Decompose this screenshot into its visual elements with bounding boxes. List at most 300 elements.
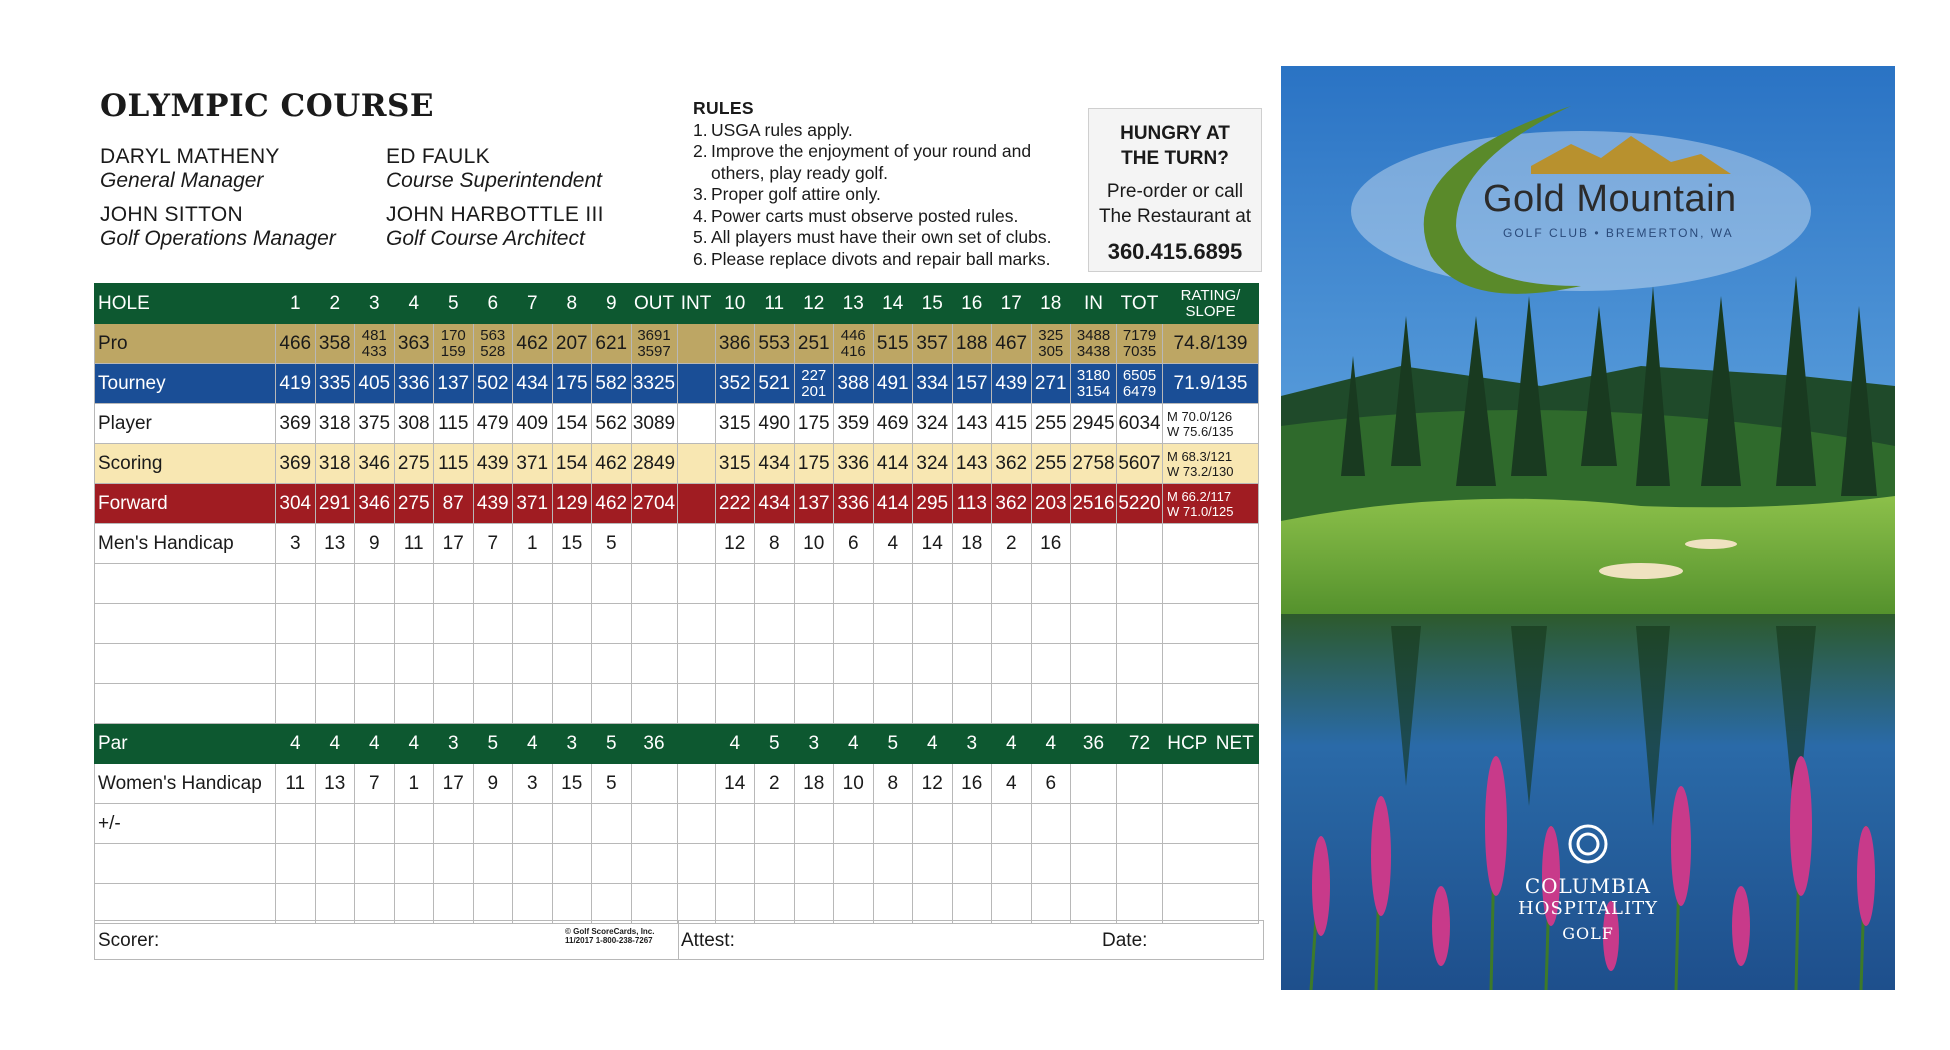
score-entry[interactable] [276, 644, 316, 684]
score-entry[interactable] [755, 844, 795, 884]
score-entry[interactable] [513, 804, 553, 844]
yardage-cell: 170 159 [434, 324, 474, 364]
score-entry[interactable] [355, 844, 395, 884]
yardage-cell: 175 [552, 364, 592, 404]
total-yardage: 6505 6479 [1117, 364, 1163, 404]
yardage-cell: 414 [873, 484, 913, 524]
rating-slope: M 68.3/121 W 73.2/130 [1163, 444, 1259, 484]
score-entry[interactable] [394, 804, 434, 844]
score-entry[interactable] [1031, 684, 1071, 724]
hcp-net-cell [1163, 524, 1259, 564]
yardage-cell: 462 [592, 484, 632, 524]
in-total: 3180 3154 [1071, 364, 1117, 404]
score-entry[interactable] [1117, 644, 1163, 684]
yardage-cell: 415 [992, 404, 1032, 444]
total-yardage: 6034 [1117, 404, 1163, 444]
yardage-cell: 113 [952, 484, 992, 524]
tourney-tee-row [95, 364, 1259, 404]
handicap-cell: 5 [592, 524, 632, 564]
score-entry[interactable] [677, 804, 715, 844]
score-entry[interactable] [715, 804, 755, 844]
score-entry[interactable] [873, 564, 913, 604]
pro-tee-row [95, 324, 1259, 364]
par-cell: 4 [913, 724, 953, 764]
score-entry[interactable] [834, 564, 874, 604]
score-entry[interactable] [473, 684, 513, 724]
hole-number: 14 [873, 284, 913, 324]
yardage-cell: 359 [834, 404, 874, 444]
score-entry[interactable] [873, 644, 913, 684]
score-entry[interactable] [631, 604, 677, 644]
hcp-net-entry[interactable] [1163, 684, 1259, 724]
handicap-cell: 9 [355, 524, 395, 564]
int-cell [677, 724, 715, 764]
score-entry[interactable] [592, 604, 632, 644]
par-cell: 4 [394, 724, 434, 764]
score-entry[interactable] [552, 684, 592, 724]
handicap-cell: 15 [552, 764, 592, 804]
score-entry[interactable] [677, 604, 715, 644]
score-entry[interactable] [592, 844, 632, 884]
score-entry[interactable] [992, 804, 1032, 844]
score-entry[interactable] [1031, 644, 1071, 684]
score-entry[interactable] [473, 644, 513, 684]
yardage-cell: 562 [592, 404, 632, 444]
hole-number: 2 [315, 284, 355, 324]
hole-label: HOLE [95, 284, 276, 324]
score-entry[interactable] [276, 604, 316, 644]
score-entry[interactable] [1031, 844, 1071, 884]
player-name-field[interactable] [95, 884, 276, 924]
hole-number: 6 [473, 284, 513, 324]
score-entry[interactable] [276, 804, 316, 844]
handicap-cell: 11 [394, 524, 434, 564]
course-title: OLYMPIC COURSE [100, 88, 435, 124]
score-entry[interactable] [394, 644, 434, 684]
score-entry[interactable] [513, 884, 553, 924]
score-entry[interactable] [1071, 804, 1117, 844]
out-total: 2704 [631, 484, 677, 524]
score-entry[interactable] [1117, 804, 1163, 844]
score-entry[interactable] [394, 604, 434, 644]
yardage-cell: 369 [276, 404, 316, 444]
hcp-net-entry[interactable] [1163, 804, 1259, 844]
score-entry[interactable] [1031, 884, 1071, 924]
score-entry[interactable] [834, 604, 874, 644]
hcp-net-entry[interactable] [1163, 564, 1259, 604]
score-entry[interactable] [992, 884, 1032, 924]
yardage-cell: 434 [755, 444, 795, 484]
score-entry[interactable] [677, 684, 715, 724]
yardage-cell: 336 [834, 444, 874, 484]
score-entry[interactable] [794, 844, 834, 884]
score-entry[interactable] [276, 884, 316, 924]
handicap-cell: 14 [715, 764, 755, 804]
score-entry[interactable] [434, 604, 474, 644]
hole-number: 13 [834, 284, 874, 324]
yardage-cell: 362 [992, 444, 1032, 484]
score-entry[interactable] [473, 564, 513, 604]
score-entry[interactable] [276, 564, 316, 604]
yardage-cell: 255 [1031, 404, 1071, 444]
hcp-net-entry[interactable] [1163, 644, 1259, 684]
score-entry[interactable] [592, 644, 632, 684]
score-entry[interactable] [276, 844, 316, 884]
score-entry[interactable] [913, 804, 953, 844]
handicap-cell: 6 [1031, 764, 1071, 804]
score-entry[interactable] [355, 564, 395, 604]
score-entry[interactable] [552, 844, 592, 884]
score-entry[interactable] [434, 684, 474, 724]
scorer-field[interactable] [94, 920, 679, 960]
score-entry[interactable] [677, 644, 715, 684]
staff-name: ED FAULK [386, 145, 490, 168]
par-row [95, 724, 1259, 764]
yardage-cell: 157 [952, 364, 992, 404]
yardage-cell: 143 [952, 404, 992, 444]
score-entry[interactable] [834, 884, 874, 924]
yardage-cell: 291 [315, 484, 355, 524]
score-entry[interactable] [434, 564, 474, 604]
yardage-cell: 434 [513, 364, 553, 404]
score-entry[interactable] [631, 844, 677, 884]
score-entry[interactable] [473, 604, 513, 644]
handicap-cell: 2 [755, 764, 795, 804]
score-entry[interactable] [1117, 884, 1163, 924]
score-entry[interactable] [513, 604, 553, 644]
score-entry[interactable] [394, 564, 434, 604]
score-entry[interactable] [513, 564, 553, 604]
score-entry[interactable] [715, 564, 755, 604]
score-entry[interactable] [473, 804, 513, 844]
score-entry[interactable] [755, 684, 795, 724]
player-score-row [95, 844, 1259, 884]
score-entry[interactable] [873, 884, 913, 924]
int-cell [677, 484, 715, 524]
player-name-field[interactable] [95, 564, 276, 604]
par-cell: 3 [952, 724, 992, 764]
score-entry[interactable] [755, 804, 795, 844]
womens-handicap-row [95, 764, 1259, 804]
score-entry[interactable] [631, 684, 677, 724]
brand-name: Gold Mountain [1483, 178, 1737, 220]
yardage-cell: 275 [394, 444, 434, 484]
score-entry[interactable] [434, 844, 474, 884]
staff-role: General Manager [100, 169, 264, 192]
score-entry[interactable] [434, 884, 474, 924]
score-entry[interactable] [794, 564, 834, 604]
int-cell [677, 364, 715, 404]
score-entry[interactable] [1117, 684, 1163, 724]
int-cell [677, 524, 715, 564]
score-entry[interactable] [1031, 564, 1071, 604]
rating-slope: M 66.2/117 W 71.0/125 [1163, 484, 1259, 524]
par-cell: 5 [755, 724, 795, 764]
score-entry[interactable] [355, 684, 395, 724]
score-entry[interactable] [473, 844, 513, 884]
score-entry[interactable] [834, 684, 874, 724]
score-entry[interactable] [952, 604, 992, 644]
out-total: 2849 [631, 444, 677, 484]
yardage-cell: 271 [1031, 364, 1071, 404]
score-entry[interactable] [952, 804, 992, 844]
player-score-row [95, 884, 1259, 924]
yardage-cell: 315 [715, 444, 755, 484]
scorecard-table [94, 283, 1259, 924]
yardage-cell: 553 [755, 324, 795, 364]
yardage-cell: 414 [873, 444, 913, 484]
score-entry[interactable] [715, 884, 755, 924]
total-yardage: 5607 [1117, 444, 1163, 484]
score-entry[interactable] [552, 884, 592, 924]
yardage-cell: 346 [355, 484, 395, 524]
hcp-label: HCP [1167, 732, 1208, 754]
player-name-field[interactable] [95, 644, 276, 684]
handicap-cell: 10 [794, 524, 834, 564]
staff-name: DARYL MATHENY [100, 145, 280, 168]
scorer-label: Scorer: [98, 930, 160, 951]
score-entry[interactable] [794, 644, 834, 684]
yardage-cell: 439 [473, 484, 513, 524]
par-cell: 4 [513, 724, 553, 764]
yardage-cell: 275 [394, 484, 434, 524]
score-entry[interactable] [755, 884, 795, 924]
score-entry[interactable] [913, 884, 953, 924]
score-entry[interactable] [473, 884, 513, 924]
yardage-cell: 175 [794, 404, 834, 444]
score-entry[interactable] [794, 604, 834, 644]
handicap-cell: 12 [913, 764, 953, 804]
yardage-cell: 115 [434, 444, 474, 484]
score-entry[interactable] [631, 564, 677, 604]
score-entry[interactable] [715, 604, 755, 644]
score-entry[interactable] [1071, 604, 1117, 644]
par-cell: 4 [355, 724, 395, 764]
score-entry[interactable] [913, 684, 953, 724]
score-entry[interactable] [315, 604, 355, 644]
out-total: 3691 3597 [631, 324, 677, 364]
score-entry[interactable] [513, 684, 553, 724]
score-entry[interactable] [276, 684, 316, 724]
score-entry[interactable] [952, 564, 992, 604]
staff-role: Golf Course Architect [386, 227, 585, 250]
score-entry[interactable] [913, 604, 953, 644]
score-entry[interactable] [394, 844, 434, 884]
score-entry[interactable] [1031, 804, 1071, 844]
handicap-cell: 16 [1031, 524, 1071, 564]
hcp-net-entry[interactable] [1163, 844, 1259, 884]
score-entry[interactable] [715, 844, 755, 884]
score-entry[interactable] [755, 644, 795, 684]
score-entry[interactable] [315, 844, 355, 884]
score-entry[interactable] [315, 804, 355, 844]
score-entry[interactable] [315, 564, 355, 604]
score-entry[interactable] [434, 804, 474, 844]
yardage-cell: 563 528 [473, 324, 513, 364]
par-cell: 5 [473, 724, 513, 764]
score-entry[interactable] [434, 644, 474, 684]
score-entry[interactable] [913, 644, 953, 684]
yardage-cell: 143 [952, 444, 992, 484]
yardage-cell: 371 [513, 444, 553, 484]
hole-number: 4 [394, 284, 434, 324]
handicap-cell: 3 [276, 524, 316, 564]
score-entry[interactable] [631, 644, 677, 684]
score-entry[interactable] [1071, 884, 1117, 924]
score-entry[interactable] [1031, 604, 1071, 644]
row-label: Men's Handicap [95, 524, 276, 564]
yardage-cell: 188 [952, 324, 992, 364]
score-entry[interactable] [992, 844, 1032, 884]
promo-phone: 360.415.6895 [1107, 239, 1243, 264]
hole-number: 12 [794, 284, 834, 324]
yardage-cell: 335 [315, 364, 355, 404]
attest-field[interactable] [678, 920, 1264, 960]
score-entry[interactable] [1071, 644, 1117, 684]
hole-number: 1 [276, 284, 316, 324]
staff-superintendent [386, 145, 602, 193]
score-entry[interactable] [1071, 684, 1117, 724]
score-entry[interactable] [315, 644, 355, 684]
score-entry[interactable] [677, 844, 715, 884]
score-entry[interactable] [834, 844, 874, 884]
score-entry[interactable] [631, 884, 677, 924]
out-total: 3089 [631, 404, 677, 444]
score-entry[interactable] [873, 844, 913, 884]
tot-cell [1117, 764, 1163, 804]
handicap-cell: 14 [913, 524, 953, 564]
score-entry[interactable] [755, 564, 795, 604]
score-entry[interactable] [355, 604, 395, 644]
score-entry[interactable] [834, 804, 874, 844]
yardage-cell: 203 [1031, 484, 1071, 524]
par-cell: 3 [434, 724, 474, 764]
score-entry[interactable] [794, 804, 834, 844]
yardage-cell: 154 [552, 404, 592, 444]
score-entry[interactable] [834, 644, 874, 684]
score-entry[interactable] [315, 884, 355, 924]
player-name-field[interactable] [95, 684, 276, 724]
score-entry[interactable] [913, 564, 953, 604]
handicap-cell: 2 [992, 524, 1032, 564]
partner-logo-line2: HOSPITALITY [1518, 898, 1658, 919]
score-entry[interactable] [552, 564, 592, 604]
score-entry[interactable] [552, 604, 592, 644]
restaurant-promo-box [1088, 108, 1262, 272]
tee-label: Tourney [95, 364, 276, 404]
player-score-row [95, 684, 1259, 724]
yardage-cell: 502 [473, 364, 513, 404]
score-entry[interactable] [913, 844, 953, 884]
score-entry[interactable] [1117, 564, 1163, 604]
score-entry[interactable] [873, 804, 913, 844]
score-entry[interactable] [315, 684, 355, 724]
score-entry[interactable] [355, 804, 395, 844]
score-entry[interactable] [677, 884, 715, 924]
attest-label: Attest: [681, 930, 735, 951]
score-entry[interactable] [992, 604, 1032, 644]
hole-number: 3 [355, 284, 395, 324]
score-entry[interactable] [715, 644, 755, 684]
score-entry[interactable] [992, 684, 1032, 724]
yardage-cell: 362 [992, 484, 1032, 524]
yardage-cell: 295 [913, 484, 953, 524]
score-entry[interactable] [677, 564, 715, 604]
score-entry[interactable] [992, 564, 1032, 604]
staff-name: JOHN SITTON [100, 203, 243, 226]
score-entry[interactable] [952, 884, 992, 924]
score-entry[interactable] [715, 684, 755, 724]
yardage-cell: 318 [315, 444, 355, 484]
score-entry[interactable] [873, 684, 913, 724]
player-name-field[interactable] [95, 844, 276, 884]
yardage-cell: 334 [913, 364, 953, 404]
score-entry[interactable] [513, 644, 553, 684]
score-entry[interactable] [552, 644, 592, 684]
score-entry[interactable] [755, 604, 795, 644]
score-entry[interactable] [992, 644, 1032, 684]
hcp-net-entry[interactable] [1163, 884, 1259, 924]
score-entry[interactable] [592, 564, 632, 604]
score-entry[interactable] [394, 884, 434, 924]
score-entry[interactable] [592, 884, 632, 924]
in-total: 3488 3438 [1071, 324, 1117, 364]
tee-label: Pro [95, 324, 276, 364]
out-total: 3325 [631, 364, 677, 404]
score-entry[interactable] [952, 644, 992, 684]
score-entry[interactable] [794, 684, 834, 724]
score-entry[interactable] [1117, 844, 1163, 884]
score-entry[interactable] [394, 684, 434, 724]
handicap-cell: 16 [952, 764, 992, 804]
score-entry[interactable] [952, 684, 992, 724]
hole-number: TOT [1117, 284, 1163, 324]
score-entry[interactable] [873, 604, 913, 644]
hole-number: 18 [1031, 284, 1071, 324]
hole-number: OUT [631, 284, 677, 324]
score-entry[interactable] [1071, 564, 1117, 604]
handicap-cell: 17 [434, 524, 474, 564]
rating-slope: 74.8/139 [1163, 324, 1259, 364]
score-entry[interactable] [552, 804, 592, 844]
par-cell: 4 [715, 724, 755, 764]
yardage-cell: 375 [355, 404, 395, 444]
player-name-field[interactable]: +/- [95, 804, 276, 844]
rule-item: 6. Please replace divots and repair ball marks. [693, 248, 1051, 269]
row-label: Women's Handicap [95, 764, 276, 804]
rating-slope: 71.9/135 [1163, 364, 1259, 404]
yardage-cell: 325 305 [1031, 324, 1071, 364]
score-entry[interactable] [355, 644, 395, 684]
score-entry[interactable] [592, 684, 632, 724]
yardage-cell: 462 [592, 444, 632, 484]
score-entry[interactable] [592, 804, 632, 844]
player-name-field[interactable] [95, 604, 276, 644]
score-entry[interactable] [513, 844, 553, 884]
yardage-cell: 115 [434, 404, 474, 444]
course-photo-panel [1281, 66, 1895, 990]
score-entry[interactable] [952, 844, 992, 884]
score-entry[interactable] [631, 804, 677, 844]
score-entry[interactable] [1117, 604, 1163, 644]
hole-number: 8 [552, 284, 592, 324]
score-entry[interactable] [1071, 844, 1117, 884]
score-entry[interactable] [355, 884, 395, 924]
score-entry[interactable] [794, 884, 834, 924]
handicap-cell: 10 [834, 764, 874, 804]
staff-general-manager [100, 145, 280, 193]
hcp-net-entry[interactable] [1163, 604, 1259, 644]
